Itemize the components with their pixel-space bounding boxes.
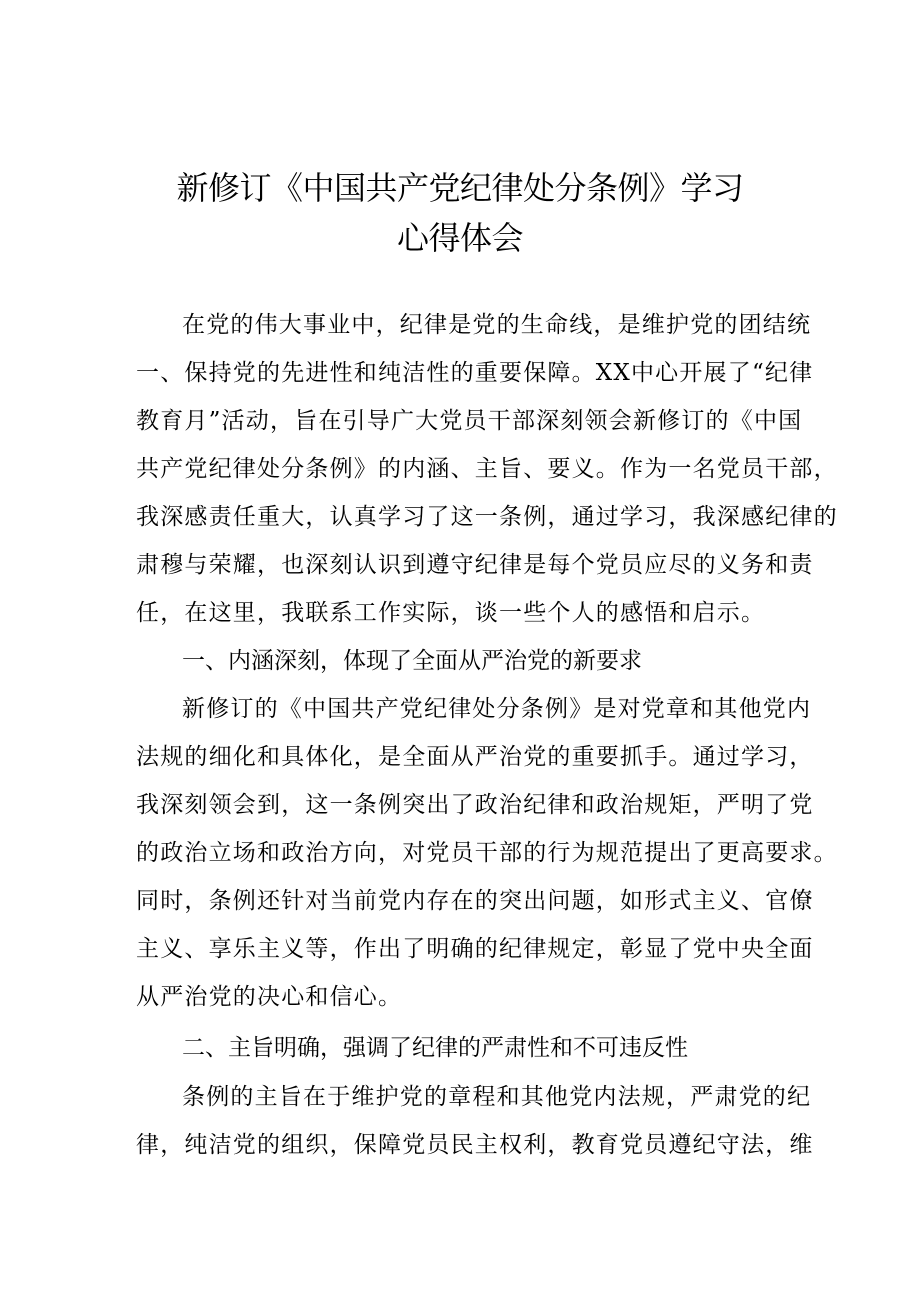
paragraph-2-line-5: 同时，条例还针对当前党内存在的突出问题，如形式主义、官僚	[136, 888, 814, 914]
section-heading-1: 一、内涵深刻，体现了全面从严治党的新要求	[182, 648, 642, 674]
document-title-line-2: 心得体会	[396, 219, 523, 257]
paragraph-2-line-4: 的政治立场和政治方向，对党员干部的行为规范提出了更高要求。	[136, 840, 838, 866]
paragraph-2-line-3: 我深刻领会到，这一条例突出了政治纪律和政治规矩，严明了党	[136, 792, 814, 818]
paragraph-2-line-1: 新修订的《中国共产党纪律处分条例》是对党章和其他党内	[182, 696, 812, 722]
document-title-line-1: 新修订《中国共产党纪律处分条例》学习	[176, 169, 744, 207]
paragraph-2-line-7: 从严治党的决心和信心。	[136, 984, 403, 1010]
paragraph-3-line-2: 律，纯洁党的组织，保障党员民主权利，教育党员遵纪守法，维	[136, 1132, 814, 1158]
paragraph-1-line-6: 肃穆与荣耀，也深刻认识到遵守纪律是每个党员应尽的义务和责	[136, 552, 814, 578]
paragraph-1-line-4: 共产党纪律处分条例》的内涵、主旨、要义。作为一名党员干部，	[136, 456, 838, 482]
paragraph-2-line-2: 法规的细化和具体化，是全面从严治党的重要抓手。通过学习，	[136, 744, 814, 770]
section-heading-2: 二、主旨明确，强调了纪律的严肃性和不可违反性	[182, 1035, 688, 1061]
paragraph-1-line-7: 任，在这里，我联系工作实际，谈一些个人的感悟和启示。	[136, 600, 766, 626]
paragraph-1-line-2: 一、保持党的先进性和纯洁性的重要保障。XX中心开展了“纪律	[136, 360, 814, 386]
paragraph-1-line-1: 在党的伟大事业中，纪律是党的生命线，是维护党的团结统	[182, 312, 812, 338]
paragraph-2-line-6: 主义、享乐主义等，作出了明确的纪律规定，彰显了党中央全面	[136, 936, 814, 962]
paragraph-3-line-1: 条例的主旨在于维护党的章程和其他党内法规，严肃党的纪	[182, 1084, 812, 1110]
paragraph-1-line-5: 我深感责任重大，认真学习了这一条例，通过学习，我深感纪律的	[136, 504, 838, 530]
paragraph-1-line-3: 教育月”活动，旨在引导广大党员干部深刻领会新修订的《中国	[136, 408, 803, 434]
